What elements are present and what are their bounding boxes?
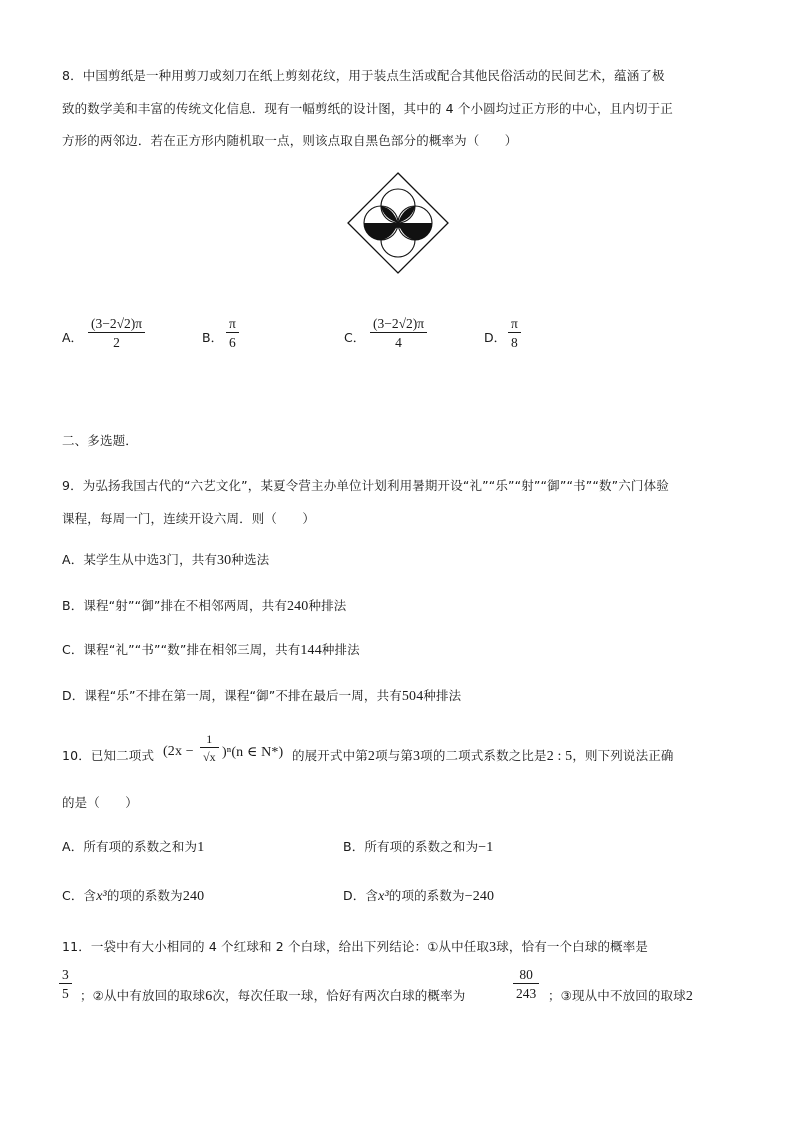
q8-text-line3: 方形的两邻边．若在正方形内随机取一点，则该点取自黑色部分的概率为（ ） xyxy=(62,133,518,148)
q9-text-line2: 课程，每周一门，连续开设六周．则（ ） xyxy=(62,511,316,526)
option-fraction: $\frac{\pi}{6}$ xyxy=(226,316,239,351)
q11-text-line1: 11．一袋中有大小相同的 4 个红球和 2 个白球，给出下列结论：①从中任取3球，恰有一个白球的概率是 xyxy=(62,939,649,955)
option-label: D． xyxy=(484,330,507,345)
q9-option-b[interactable]: B．课程“射”“御”排在不相邻两周，共有240种排法 xyxy=(62,598,347,614)
section-heading: 二、多选题． xyxy=(62,433,138,448)
q8-option-d[interactable] xyxy=(484,316,564,360)
option-fraction: $\frac{\pi}{8}$ xyxy=(508,316,521,351)
q9-option-a[interactable]: A．某学生从中选3门，共有30种选法 xyxy=(62,552,270,568)
q9-option-d[interactable]: D．课程“乐”不排在第一周，课程“御”不排在最后一周，共有504种排法 xyxy=(62,688,462,704)
q8-option-c[interactable] xyxy=(344,316,464,360)
q9-text-line1: 9．为弘扬我国古代的“六艺文化”，某夏令营主办单位计划利用暑期开设“礼”“乐”“射”“御”“书”“数”六门体验 xyxy=(62,478,669,493)
option-fraction: $\frac{(3-2√2)\pi}{4}$ xyxy=(370,316,427,351)
option-label: A． xyxy=(62,330,84,345)
option-label: C． xyxy=(344,330,366,345)
q8-option-a[interactable] xyxy=(62,316,182,360)
q9-option-c[interactable]: C．课程“礼”“书”“数”排在相邻三周，共有144种排法 xyxy=(62,642,360,658)
q10-expr-right: )ⁿ(n ∈ N*) xyxy=(222,745,284,760)
q11-fraction-80-243: $\frac{80}{243}$ xyxy=(513,967,539,1002)
q10-text-line2: 的是（ ） xyxy=(62,795,138,810)
option-label: B． xyxy=(202,330,224,345)
q10-option-c[interactable]: C．含x³的项的系数为240 xyxy=(62,888,205,904)
paper-cut-figure xyxy=(347,172,449,274)
q10-text-pre: 10．已知二项式 xyxy=(62,748,155,763)
q8-text-line1: 8．中国剪纸是一种用剪刀或刻刀在纸上剪刻花纹，用于装点生活或配合其他民俗活动的民间艺术，蕴涵了极 xyxy=(62,68,665,83)
q8-option-b[interactable] xyxy=(202,316,282,360)
q10-text-mid: 的展开式中第2项与第3项的二项式系数之比是2 : 5，则下列说法正确 xyxy=(292,748,674,764)
q11-fraction-3-5: $\frac{3}{5}$ xyxy=(59,967,72,1002)
q10-expr-left: (2x − xyxy=(163,744,194,759)
option-fraction: $\frac{(3-2√2)\pi}{2}$ xyxy=(88,316,145,351)
q10-option-a[interactable]: A．所有项的系数之和为1 xyxy=(62,839,205,855)
q8-text-line2: 致的数学美和丰富的传统文化信息．现有一幅剪纸的设计图，其中的 4 个小圆均过正方形的中心，且内切于正 xyxy=(62,101,673,116)
q11-text-line2a: ；②从中有放回的取球6次，每次任取一球，恰好有两次白球的概率为 xyxy=(80,988,466,1004)
q11-text-line2c: ；③现从中不放回的取球2 xyxy=(548,988,694,1004)
q10-expr-fraction: $\frac{1}{√x}$ xyxy=(200,732,219,765)
q10-option-d[interactable]: D．含x³的项的系数为−240 xyxy=(343,888,495,904)
q10-option-b[interactable]: B．所有项的系数之和为−1 xyxy=(343,839,494,855)
